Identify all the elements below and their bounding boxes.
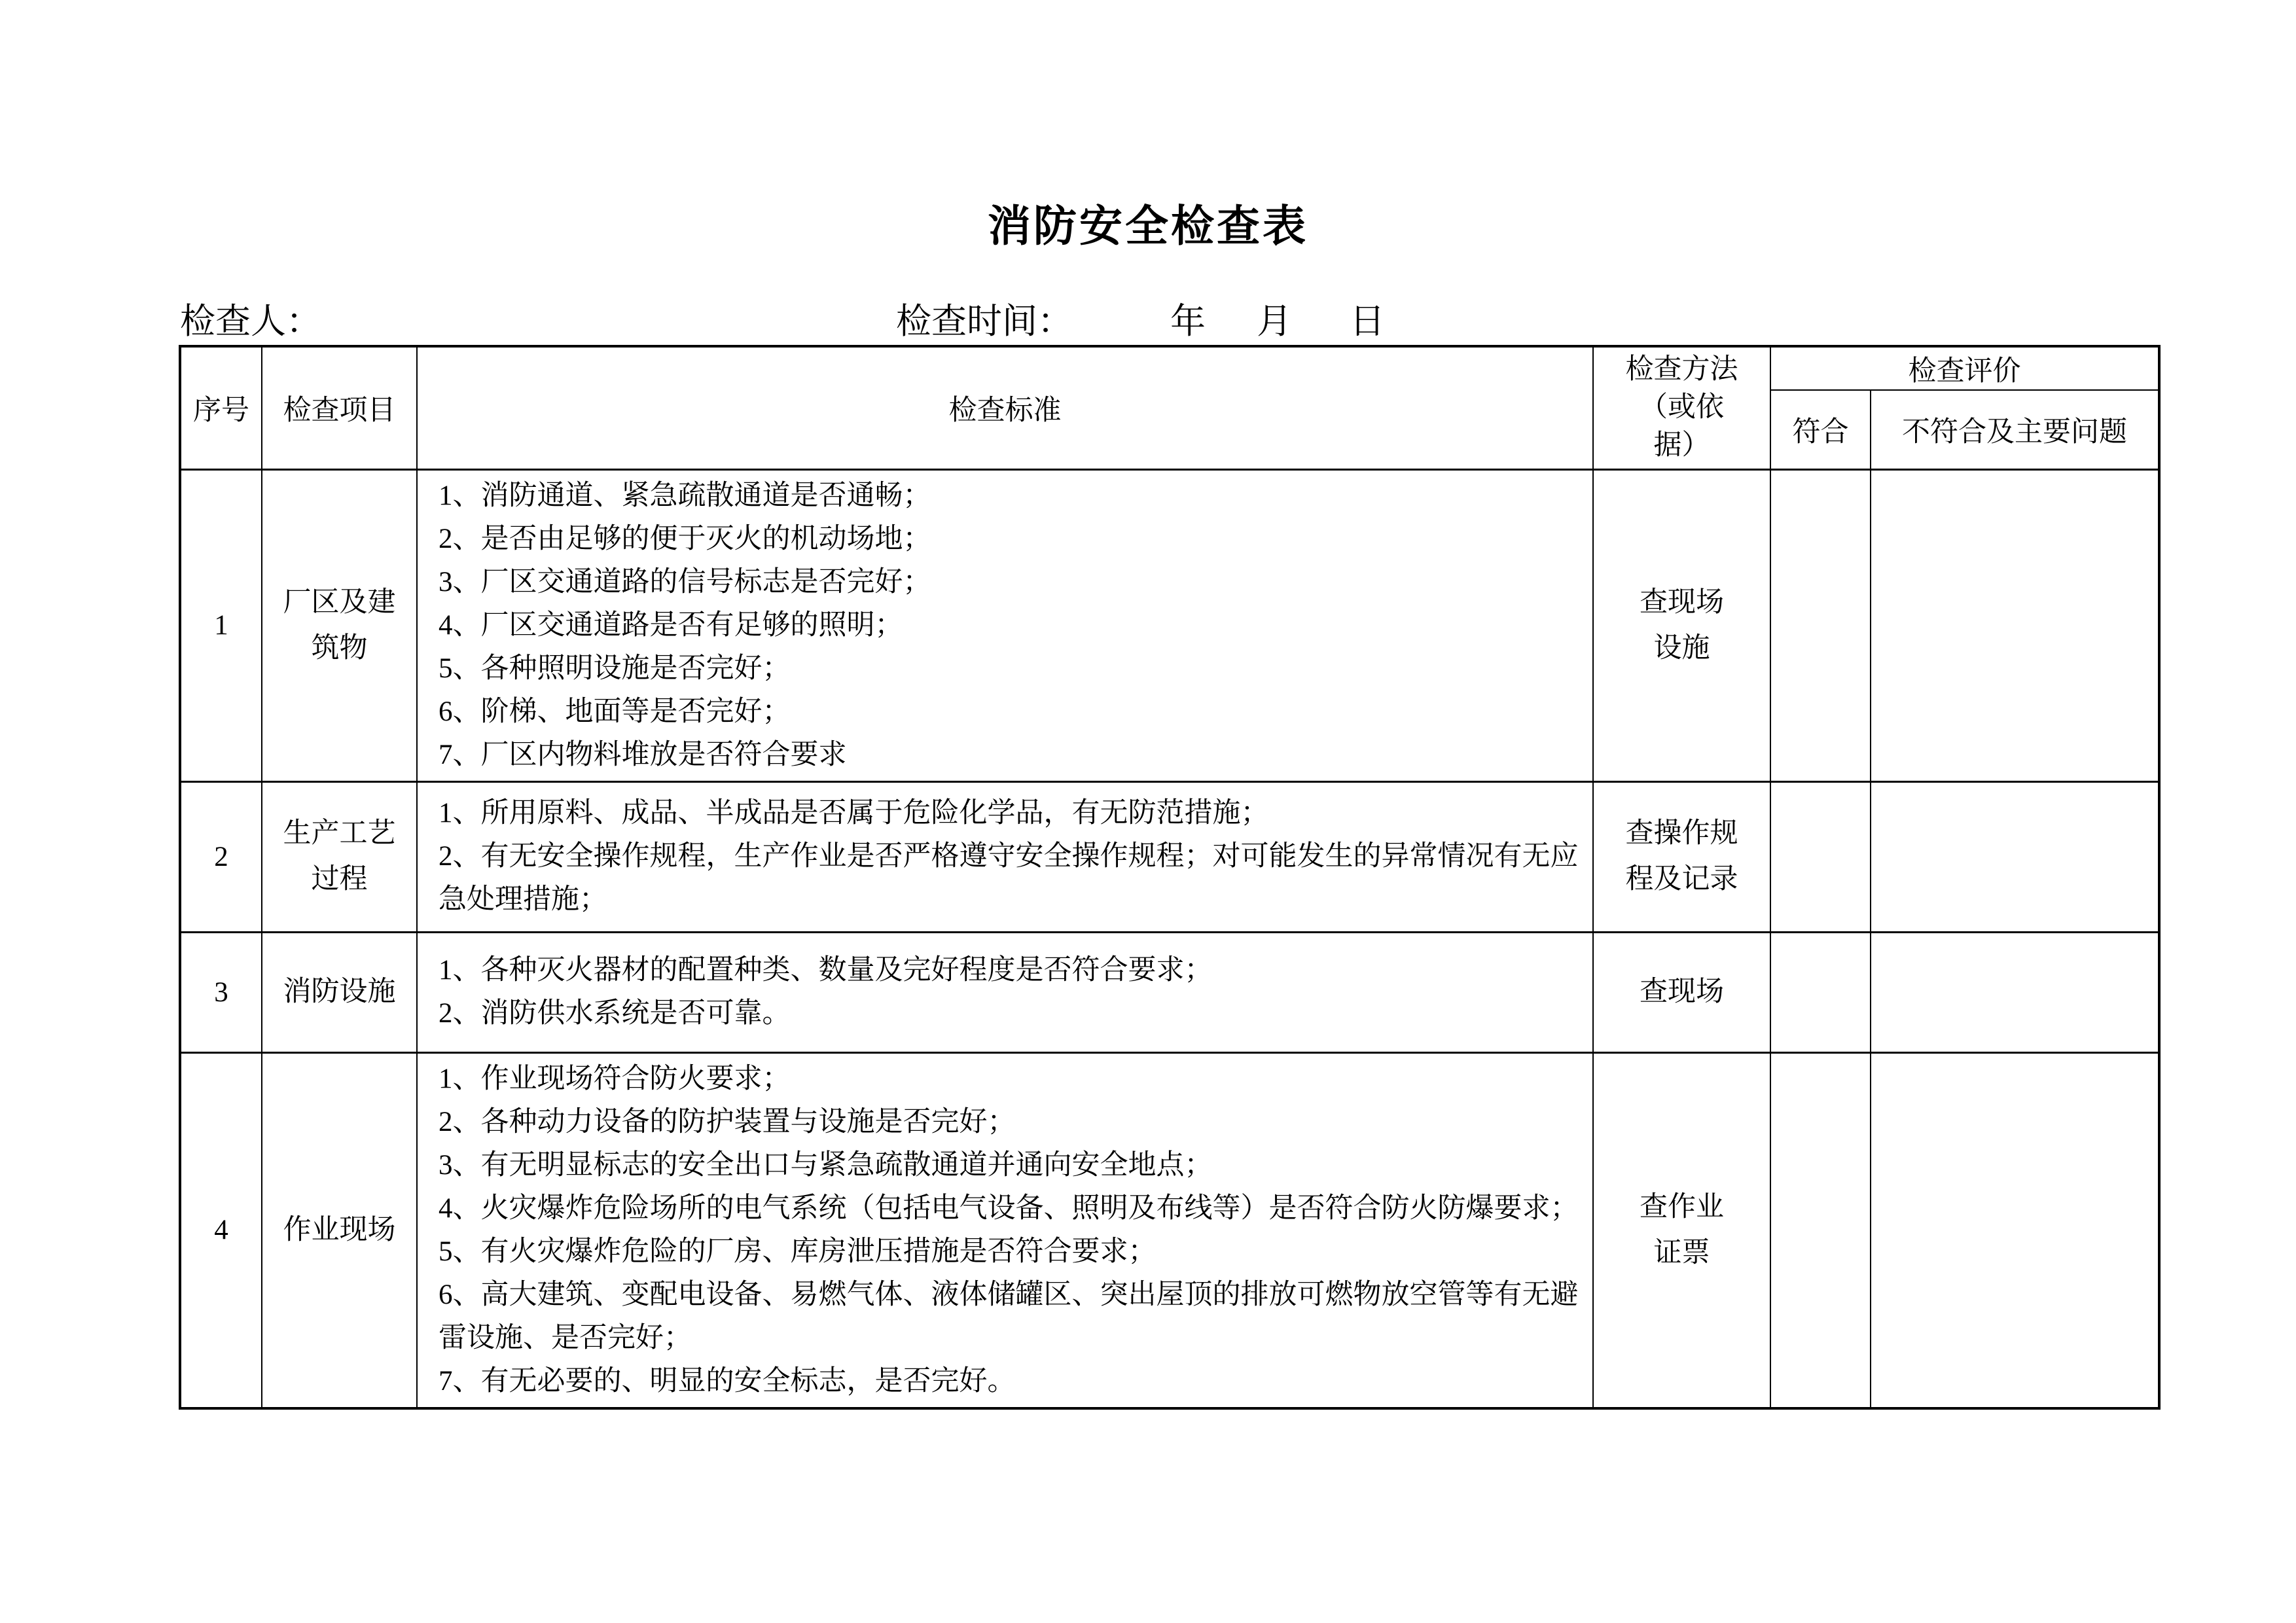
standard-line: 1、作业现场符合防火要求； [439, 1063, 791, 1094]
method-line: 设施 [1653, 632, 1710, 664]
standard-line: 1、消防通道、紧急疏散通道是否通畅； [439, 480, 931, 511]
inspection-time-label: 检查时间： [896, 302, 1073, 341]
method-line: 查现场 [1640, 976, 1724, 1007]
cell-standards [417, 469, 1593, 781]
table-row [180, 1052, 2159, 1408]
cell-no: 2 [180, 781, 262, 932]
item-line: 生产工艺 [283, 818, 396, 849]
header-evaluation: 检查评价 [1770, 346, 2159, 390]
inspector-label: 检查人： [180, 302, 321, 341]
table-row [180, 932, 2159, 1052]
item-line: 筑物 [311, 632, 368, 664]
header-method-line: 检查方法 [1625, 354, 1738, 385]
method-line: 证票 [1653, 1237, 1710, 1268]
cell-conform [1770, 1052, 1871, 1408]
header-method [1593, 346, 1770, 469]
cell-nonconform [1871, 932, 2159, 1052]
standard-line: 1、各种灭火器材的配置种类、数量及完好程度是否符合要求； [439, 955, 1213, 986]
standard-line: 3、厂区交通道路的信号标志是否完好； [439, 566, 931, 597]
standard-line: 4、厂区交通道路是否有足够的照明； [439, 609, 903, 641]
cell-conform [1770, 781, 1871, 932]
cell-standards [417, 781, 1593, 932]
year-label: 年 [1170, 302, 1206, 341]
standard-line: 2、有无安全操作规程，生产作业是否严格遵守安全操作规程；对可能发生的异常情况有无应急处理措施； [439, 841, 1579, 915]
standard-line: 2、是否由足够的便于灭火的机动场地； [439, 523, 931, 554]
item-line: 作业现场 [283, 1214, 396, 1245]
method-line: 查操作规 [1625, 818, 1738, 849]
inspection-table [179, 345, 2161, 1410]
item-line: 过程 [311, 864, 368, 895]
cell-method [1593, 1052, 1770, 1408]
standard-line: 5、各种照明设施是否完好； [439, 652, 791, 684]
cell-conform [1770, 932, 1871, 1052]
standard-line: 1、所用原料、成品、半成品是否属于危险化学品，有无防范措施； [439, 798, 1269, 829]
header-row-top [180, 346, 2159, 390]
table-row [180, 469, 2159, 781]
cell-standards [417, 932, 1593, 1052]
standard-line: 3、有无明显标志的安全出口与紧急疏散通道并通向安全地点； [439, 1149, 1213, 1181]
info-line [0, 293, 2296, 340]
header-standard: 检查标准 [417, 346, 1593, 469]
cell-item [262, 932, 417, 1052]
cell-conform [1770, 469, 1871, 781]
cell-method [1593, 932, 1770, 1052]
item-line: 厂区及建 [283, 586, 396, 618]
table-row [180, 781, 2159, 932]
cell-method [1593, 781, 1770, 932]
standard-line: 4、火灾爆炸危险场所的电气系统（包括电气设备、照明及布线等）是否符合防火防爆要求； [439, 1192, 1579, 1224]
method-line: 查现场 [1640, 586, 1724, 618]
cell-nonconform [1871, 469, 2159, 781]
cell-nonconform [1871, 1052, 2159, 1408]
cell-item [262, 1052, 417, 1408]
cell-nonconform [1871, 781, 2159, 932]
standard-line: 2、各种动力设备的防护装置与设施是否完好； [439, 1106, 1016, 1137]
header-no: 序号 [180, 346, 262, 469]
cell-method [1593, 469, 1770, 781]
standard-line: 7、有无必要的、明显的安全标志，是否完好。 [439, 1365, 1016, 1397]
standard-line: 6、阶梯、地面等是否完好； [439, 696, 791, 727]
method-line: 程及记录 [1625, 864, 1738, 895]
month-label: 月 [1257, 302, 1292, 341]
page-title: 消防安全检查表 [988, 203, 1308, 251]
item-line: 消防设施 [283, 976, 396, 1007]
day-label: 日 [1350, 302, 1385, 341]
standard-line: 6、高大建筑、变配电设备、易燃气体、液体储罐区、突出屋顶的排放可燃物放空管等有无避雷设施、是否完好； [439, 1279, 1579, 1353]
cell-item [262, 469, 417, 781]
header-method-line: 据） [1653, 430, 1710, 461]
cell-no: 1 [180, 469, 262, 781]
cell-item [262, 781, 417, 932]
header-method-line: （或依 [1640, 392, 1724, 423]
standard-line: 5、有火灾爆炸危险的厂房、库房泄压措施是否符合要求； [439, 1236, 1157, 1267]
standard-line: 7、厂区内物料堆放是否符合要求 [439, 739, 847, 770]
cell-no: 3 [180, 932, 262, 1052]
standard-line: 2、消防供水系统是否可靠。 [439, 998, 791, 1029]
header-nonconform: 不符合及主要问题 [1871, 390, 2159, 469]
cell-standards [417, 1052, 1593, 1408]
header-conform: 符合 [1770, 390, 1871, 469]
cell-no: 4 [180, 1052, 262, 1408]
header-item: 检查项目 [262, 346, 417, 469]
method-line: 查作业 [1640, 1191, 1724, 1222]
